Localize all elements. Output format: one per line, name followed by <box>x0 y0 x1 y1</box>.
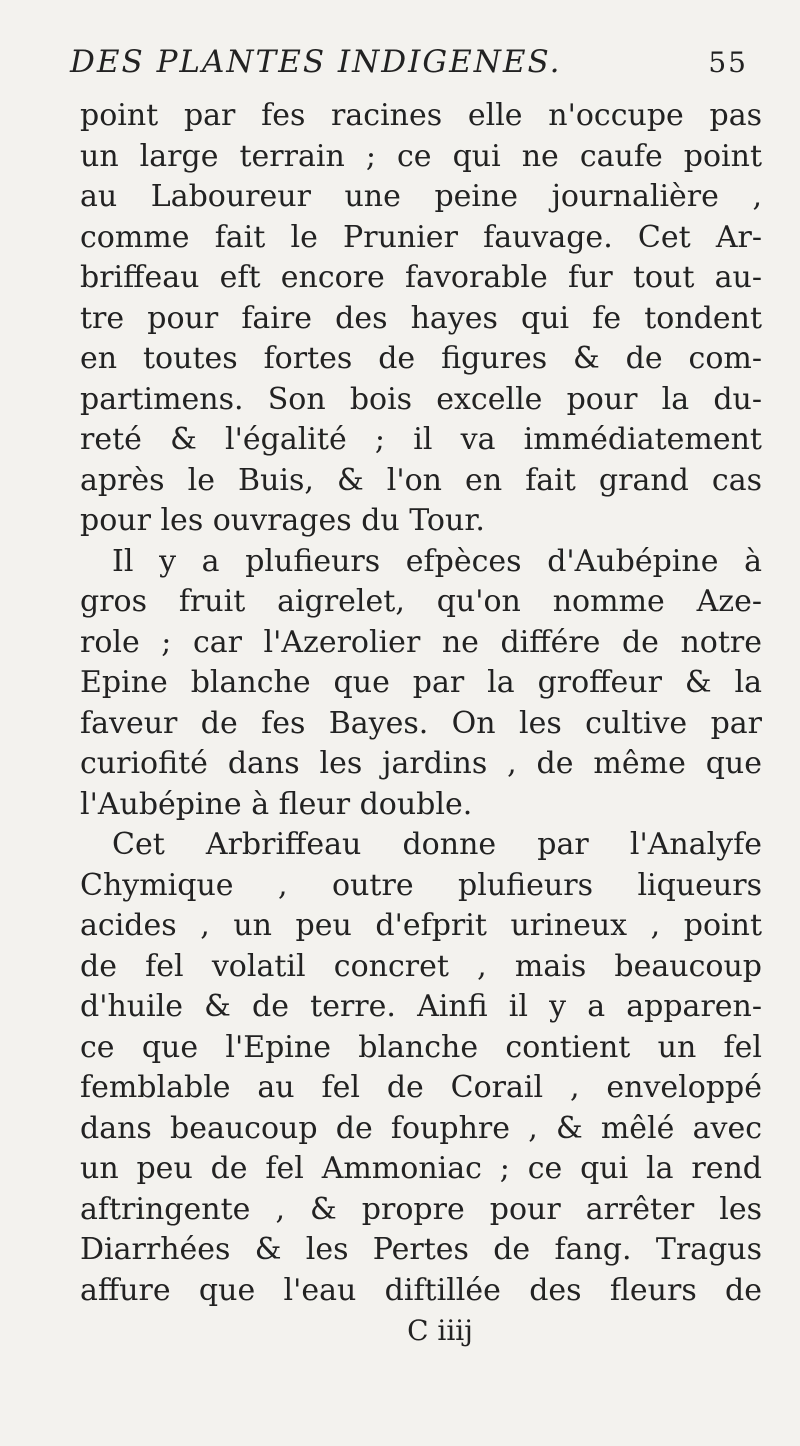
text-line: comme fait le Prunier fauvage. Cet Ar- <box>80 219 762 255</box>
running-header <box>70 44 762 92</box>
text-line: gros fruit aigrelet, qu'on nomme Aze- <box>80 584 762 619</box>
text-line: Chymique , outre plufieurs liqueurs <box>80 867 762 903</box>
book-page <box>58 44 762 1351</box>
text-line: en toutes fortes de figures & de com- <box>80 341 762 376</box>
text-line: role ; car l'Azerolier ne différe de notre <box>80 624 762 660</box>
text-line: d'huile & de terre. Ainfi il y a apparen- <box>80 989 762 1024</box>
text-line: point par fes racines elle n'occupe pas <box>80 98 762 133</box>
text-line: dans beaucoup de fouphre , & mêlé avec <box>80 1110 762 1146</box>
text-line: aftringente , & propre pour arrêter les <box>80 1191 762 1227</box>
signature-mark: C iiij <box>407 1314 473 1347</box>
running-title: DES PLANTES INDIGENES. <box>70 44 562 80</box>
text-line: affure que l'eau diftillée des fleurs de <box>80 1272 762 1308</box>
text-line: acides , un peu d'efprit urineux , point <box>80 908 762 943</box>
text-line: tre pour faire des hayes qui fe tondent <box>80 300 762 336</box>
text-line: Diarrhées & les Pertes de fang. Tragus <box>80 1232 762 1267</box>
text-line: de fel volatil concret , mais beaucoup <box>80 948 762 984</box>
text-line: au Laboureur une peine journalière , <box>80 179 762 214</box>
text-line: l'Aubépine à fleur double. <box>80 786 473 822</box>
text-line: reté & l'égalité ; il va immédiatement <box>80 422 762 457</box>
text-line: curiofité dans les jardins , de même que <box>80 746 762 781</box>
text-line: Epine blanche que par la groffeur & la <box>80 665 762 700</box>
text-line: ce que l'Epine blanche contient un fel <box>80 1029 762 1065</box>
paragraph-start-line: Cet Arbriffeau donne par l'Analyfe <box>112 827 762 862</box>
text-line: pour les ouvrages du Tour. <box>80 503 485 538</box>
text-line: après le Buis, & l'on en fait grand cas <box>80 462 762 498</box>
paragraph-start-line: Il y a plufieurs efpèces d'Aubépine à <box>112 543 762 579</box>
text-line: un peu de fel Ammoniac ; ce qui la rend <box>80 1151 762 1186</box>
text-line: briffeau eft encore favorable fur tout au- <box>80 260 762 295</box>
text-line: partimens. Son bois excelle pour la du- <box>80 381 762 417</box>
text-line: faveur de fes Bayes. On les cultive par <box>80 705 762 741</box>
text-line: un large terrain ; ce qui ne caufe point <box>80 138 762 174</box>
page-number: 55 <box>708 46 748 79</box>
text-line: femblable au fel de Corail , enveloppé <box>80 1070 762 1105</box>
body-text <box>58 96 762 1311</box>
